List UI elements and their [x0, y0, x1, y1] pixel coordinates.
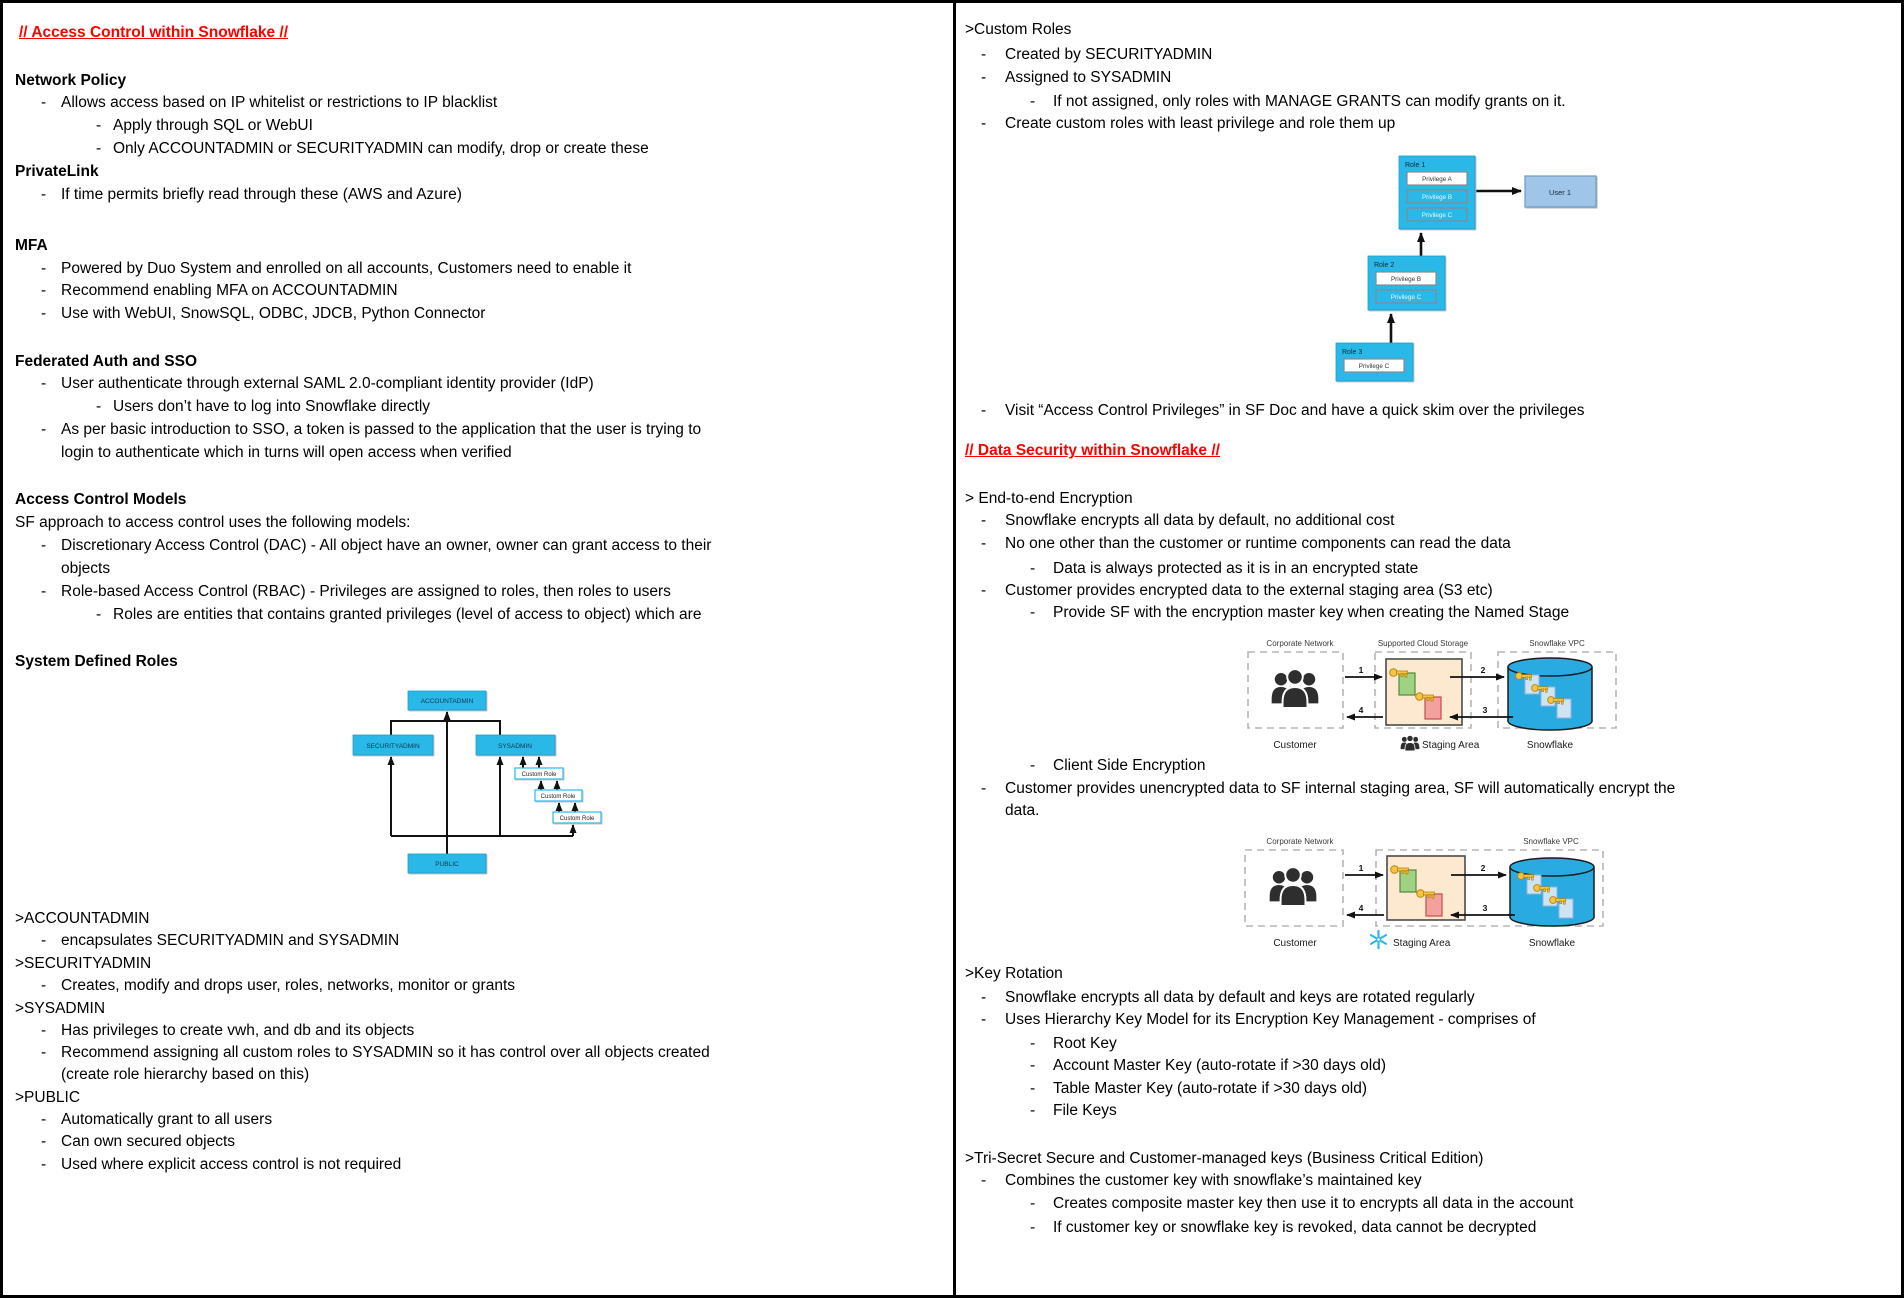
bullet-dash: - — [1030, 1057, 1036, 1074]
bullet-dash: - — [41, 282, 47, 299]
bullet-text: No one other than the customer or runtime components can read the data — [1005, 535, 1511, 552]
bullet-text: If not assigned, only roles with MANAGE GRANTS can modify grants on it. — [1053, 93, 1566, 110]
privilege-b-label: Privilege B — [1421, 194, 1453, 201]
bracket-line — [391, 721, 500, 735]
sysadmin-label: SYSADMIN — [498, 743, 532, 750]
accountadmin-label: ACCOUNTADMIN — [420, 698, 474, 705]
bullet-dash: - — [1030, 757, 1036, 774]
bullet-dash: - — [1030, 1195, 1036, 1212]
people-icon — [1272, 669, 1319, 708]
bullet-text: Uses Hierarchy Key Model for its Encryption Key Management - comprises of — [1005, 1011, 1536, 1028]
bullet-text: Snowflake encrypts all data by default and keys are rotated regularly — [1005, 989, 1475, 1006]
bullet-text: Allows access based on IP whitelist or restrictions to IP blacklist — [61, 94, 498, 111]
bullet-dash: - — [981, 402, 987, 419]
privilege-a-label: Privilege A — [1422, 176, 1452, 183]
step1-label: 1 — [1358, 863, 1364, 873]
bullet-dash: - — [41, 1044, 47, 1061]
bullet-dash: - — [1030, 1080, 1036, 1097]
privilege-c-label: Privilege C — [1421, 212, 1453, 219]
bullet-text: Visit “Access Control Privileges” in SF Doc and have a quick skim over the privileges — [1005, 402, 1585, 419]
bullet-text: Provide SF with the encryption master key when creating the Named Stage — [1053, 604, 1570, 621]
bullet-dash: - — [41, 932, 47, 949]
bullet-dash: - — [981, 989, 987, 1006]
customer-label: Customer — [1273, 740, 1317, 751]
bullet-level2 — [1030, 559, 1418, 578]
system-roles-diagram — [283, 678, 623, 893]
customer-label: Customer — [1273, 938, 1317, 949]
bullet-text: As per basic introduction to SSO, a token is passed to the application that the user is trying to — [61, 421, 702, 438]
text-line: >Key Rotation — [965, 965, 1063, 982]
bullet-text: Snowflake encrypts all data by default, no additional cost — [1005, 512, 1395, 529]
bullet-continuation: (create role hierarchy based on this) — [61, 1066, 310, 1083]
step4-label: 4 — [1358, 903, 1364, 913]
bullet-level2 — [1030, 1056, 1386, 1075]
bullet-level2 — [1030, 603, 1569, 622]
section-heading: Access Control Models — [15, 491, 187, 508]
bullet-level2 — [1030, 1194, 1573, 1213]
bullet-dash: - — [41, 583, 47, 600]
step2-label: 2 — [1480, 863, 1486, 873]
bullet-dash: - — [96, 117, 102, 134]
section-heading: MFA — [15, 237, 48, 254]
bullet-level1 — [981, 581, 1493, 600]
custom-roles-diagram — [1333, 151, 1603, 386]
bullet-dash: - — [41, 1156, 47, 1173]
people-icon — [1270, 867, 1317, 906]
bullet-level1 — [981, 114, 1395, 133]
bullet-text: encapsulates SECURITYADMIN and SYSADMIN — [61, 932, 400, 949]
people-icon — [1401, 735, 1420, 751]
bullet-text: Automatically grant to all users — [61, 1111, 273, 1128]
bullet-text: Creates, modify and drops user, roles, networks, monitor or grants — [61, 977, 516, 994]
bullet-dash: - — [981, 1011, 987, 1028]
privilege-b-label: Privilege B — [1390, 276, 1422, 283]
custom-role-label: Custom Role — [559, 816, 595, 822]
bullet-dash: - — [981, 512, 987, 529]
bullet-text: Role-based Access Control (RBAC) - Privileges are assigned to roles, then roles to users — [61, 583, 671, 600]
corporate-network-label: Corporate Network — [1266, 837, 1334, 846]
securityadmin-label: SECURITYADMIN — [366, 743, 420, 750]
snowflake-vpc-label: Snowflake VPC — [1529, 639, 1585, 648]
supported-cloud-storage-label: Supported Cloud Storage — [1377, 639, 1469, 648]
step1-label: 1 — [1358, 665, 1364, 675]
public-label: PUBLIC — [435, 861, 459, 868]
bullet-dash: - — [41, 305, 47, 322]
bullet-dash: - — [981, 1172, 987, 1189]
bullet-text: If time permits briefly read through these (AWS and Azure) — [61, 186, 462, 203]
snowflake-icon — [1371, 931, 1386, 949]
bullet-dash: - — [41, 94, 47, 111]
bullet-dash: - — [41, 1133, 47, 1150]
role1-label: Role 1 — [1405, 162, 1426, 169]
bullet-text: If customer key or snowflake key is revoked, data cannot be decrypted — [1053, 1219, 1537, 1236]
bullet-text: Client Side Encryption — [1053, 757, 1206, 774]
bullet-level1 — [981, 1171, 1422, 1190]
staging-area-box — [1386, 659, 1462, 725]
bullet-level2 — [1030, 756, 1206, 775]
bullet-continuation: login to authenticate which in turns will open access when verified — [61, 444, 512, 461]
custom-role-label: Custom Role — [521, 772, 557, 778]
text-line: >SYSADMIN — [15, 1000, 106, 1017]
bullet-text: Has privileges to create vwh, and db and its objects — [61, 1022, 415, 1039]
bullet-level1 — [981, 779, 1675, 798]
bullet-dash: - — [981, 582, 987, 599]
bullet-dash: - — [41, 186, 47, 203]
bullet-text: File Keys — [1053, 1102, 1117, 1119]
text-line: >ACCOUNTADMIN — [15, 910, 150, 927]
bullet-text: Data is always protected as it is in an encrypted state — [1053, 560, 1419, 577]
bullet-text: Apply through SQL or WebUI — [113, 117, 313, 134]
snowflake-label: Snowflake — [1526, 740, 1574, 751]
bullet-level2 — [1030, 1079, 1367, 1098]
step4-label: 4 — [1358, 705, 1364, 715]
section-heading: PrivateLink — [15, 163, 99, 180]
section-heading: Network Policy — [15, 72, 127, 89]
corporate-network-label: Corporate Network — [1266, 639, 1334, 648]
bullet-dash: - — [96, 140, 102, 157]
step3-label: 3 — [1482, 705, 1488, 715]
text-line: >Tri-Secret Secure and Customer-managed keys (Business Critical Edition) — [965, 1150, 1484, 1167]
bullet-text: Created by SECURITYADMIN — [1005, 46, 1213, 63]
bullet-text: Combines the customer key with snowflake’s maintained key — [1005, 1172, 1422, 1189]
bullet-dash: - — [981, 69, 987, 86]
bullet-dash: - — [41, 537, 47, 554]
bullet-dash: - — [1030, 1035, 1036, 1052]
bullet-level1 — [981, 988, 1475, 1007]
text-line: >PUBLIC — [15, 1089, 81, 1106]
snowflake-vpc-label: Snowflake VPC — [1523, 837, 1579, 846]
role2-label: Role 2 — [1374, 262, 1395, 269]
encryption-external-stage-diagram — [1243, 633, 1663, 755]
bullet-dash: - — [981, 46, 987, 63]
bullet-dash: - — [96, 606, 102, 623]
bullet-text: Use with WebUI, SnowSQL, ODBC, JDCB, Python Connector — [61, 305, 486, 322]
bullet-level1 — [981, 68, 1171, 87]
bullet-continuation: data. — [1005, 802, 1040, 819]
step3-label: 3 — [1482, 903, 1488, 913]
encryption-internal-stage-diagram — [1243, 829, 1663, 953]
bullet-dash: - — [41, 1111, 47, 1128]
bullet-text: Creates composite master key then use it to encrypts all data in the account — [1053, 1195, 1574, 1212]
bullet-text: Account Master Key (auto-rotate if >30 days old) — [1053, 1057, 1386, 1074]
bullet-dash: - — [41, 977, 47, 994]
bullet-text: Can own secured objects — [61, 1133, 236, 1150]
step2-label: 2 — [1480, 665, 1486, 675]
bullet-level2 — [1030, 1034, 1117, 1053]
bullet-dash: - — [41, 1022, 47, 1039]
bullet-level1 — [981, 45, 1212, 64]
section-heading: Federated Auth and SSO — [15, 353, 198, 370]
bullet-text: Customer provides unencrypted data to SF internal staging area, SF will automatically encrypt the — [1005, 780, 1676, 797]
bullet-dash: - — [981, 115, 987, 132]
privilege-c-label: Privilege C — [1390, 294, 1422, 301]
bullet-level1 — [981, 511, 1394, 530]
bullet-dash: - — [981, 780, 987, 797]
text-line: > End-to-end Encryption — [965, 490, 1133, 507]
bullet-text: Assigned to SYSADMIN — [1005, 69, 1172, 86]
custom-role-label: Custom Role — [540, 794, 576, 800]
section-heading-red: // Data Security within Snowflake // — [965, 442, 1220, 459]
bullet-dash: - — [1030, 1219, 1036, 1236]
snowflake-label: Snowflake — [1528, 938, 1576, 949]
bullet-text: Create custom roles with least privilege and role them up — [1005, 115, 1396, 132]
bullet-level2 — [1030, 1218, 1536, 1237]
text-line: >Custom Roles — [965, 21, 1072, 38]
bullet-text: Used where explicit access control is not required — [61, 1156, 402, 1173]
bullet-text: Discretionary Access Control (DAC) - All object have an owner, owner can grant access to their — [61, 537, 712, 554]
bullet-continuation: objects — [61, 560, 111, 577]
bullet-dash: - — [96, 398, 102, 415]
staging-area-label: Staging Area — [1422, 740, 1480, 751]
user1-label: User 1 — [1548, 188, 1572, 197]
privilege-c-label: Privilege C — [1358, 363, 1390, 370]
bullet-dash: - — [981, 535, 987, 552]
bullet-level1 — [981, 1010, 1536, 1029]
section-heading: System Defined Roles — [15, 653, 178, 670]
bullet-dash: - — [1030, 604, 1036, 621]
bullet-dash: - — [1030, 93, 1036, 110]
section-heading-red: // Access Control within Snowflake // — [19, 24, 289, 41]
text-line: >SECURITYADMIN — [15, 955, 152, 972]
bullet-text: Roles are entities that contains granted privileges (level of access to object) which are — [113, 606, 702, 623]
bullet-level2 — [1030, 92, 1566, 111]
bullet-text: User authenticate through external SAML 2.0-compliant identity provider (IdP) — [61, 375, 594, 392]
bullet-level1 — [981, 534, 1511, 553]
role3-label: Role 3 — [1342, 349, 1363, 356]
bullet-dash: - — [1030, 1102, 1036, 1119]
bullet-text: Customer provides encrypted data to the external staging area (S3 etc) — [1005, 582, 1493, 599]
bullet-text: Powered by Duo System and enrolled on all accounts, Customers need to enable it — [61, 260, 632, 277]
bullet-text: Recommend enabling MFA on ACCOUNTADMIN — [61, 282, 398, 299]
bullet-text: Users don’t have to log into Snowflake directly — [113, 398, 431, 415]
bullet-dash: - — [41, 260, 47, 277]
staging-area-label: Staging Area — [1393, 938, 1451, 949]
bullet-text: Table Master Key (auto-rotate if >30 days old) — [1053, 1080, 1368, 1097]
text-line: SF approach to access control uses the following models: — [15, 514, 411, 531]
bullet-dash: - — [1030, 560, 1036, 577]
bullet-text: Only ACCOUNTADMIN or SECURITYADMIN can modify, drop or create these — [113, 140, 649, 157]
bullet-level1 — [981, 401, 1584, 420]
bullet-text: Recommend assigning all custom roles to SYSADMIN so it has control over all objects created — [61, 1044, 710, 1061]
bullet-text: Root Key — [1053, 1035, 1117, 1052]
bullet-dash: - — [41, 375, 47, 392]
bullet-level2 — [1030, 1101, 1117, 1120]
bullet-dash: - — [41, 421, 47, 438]
